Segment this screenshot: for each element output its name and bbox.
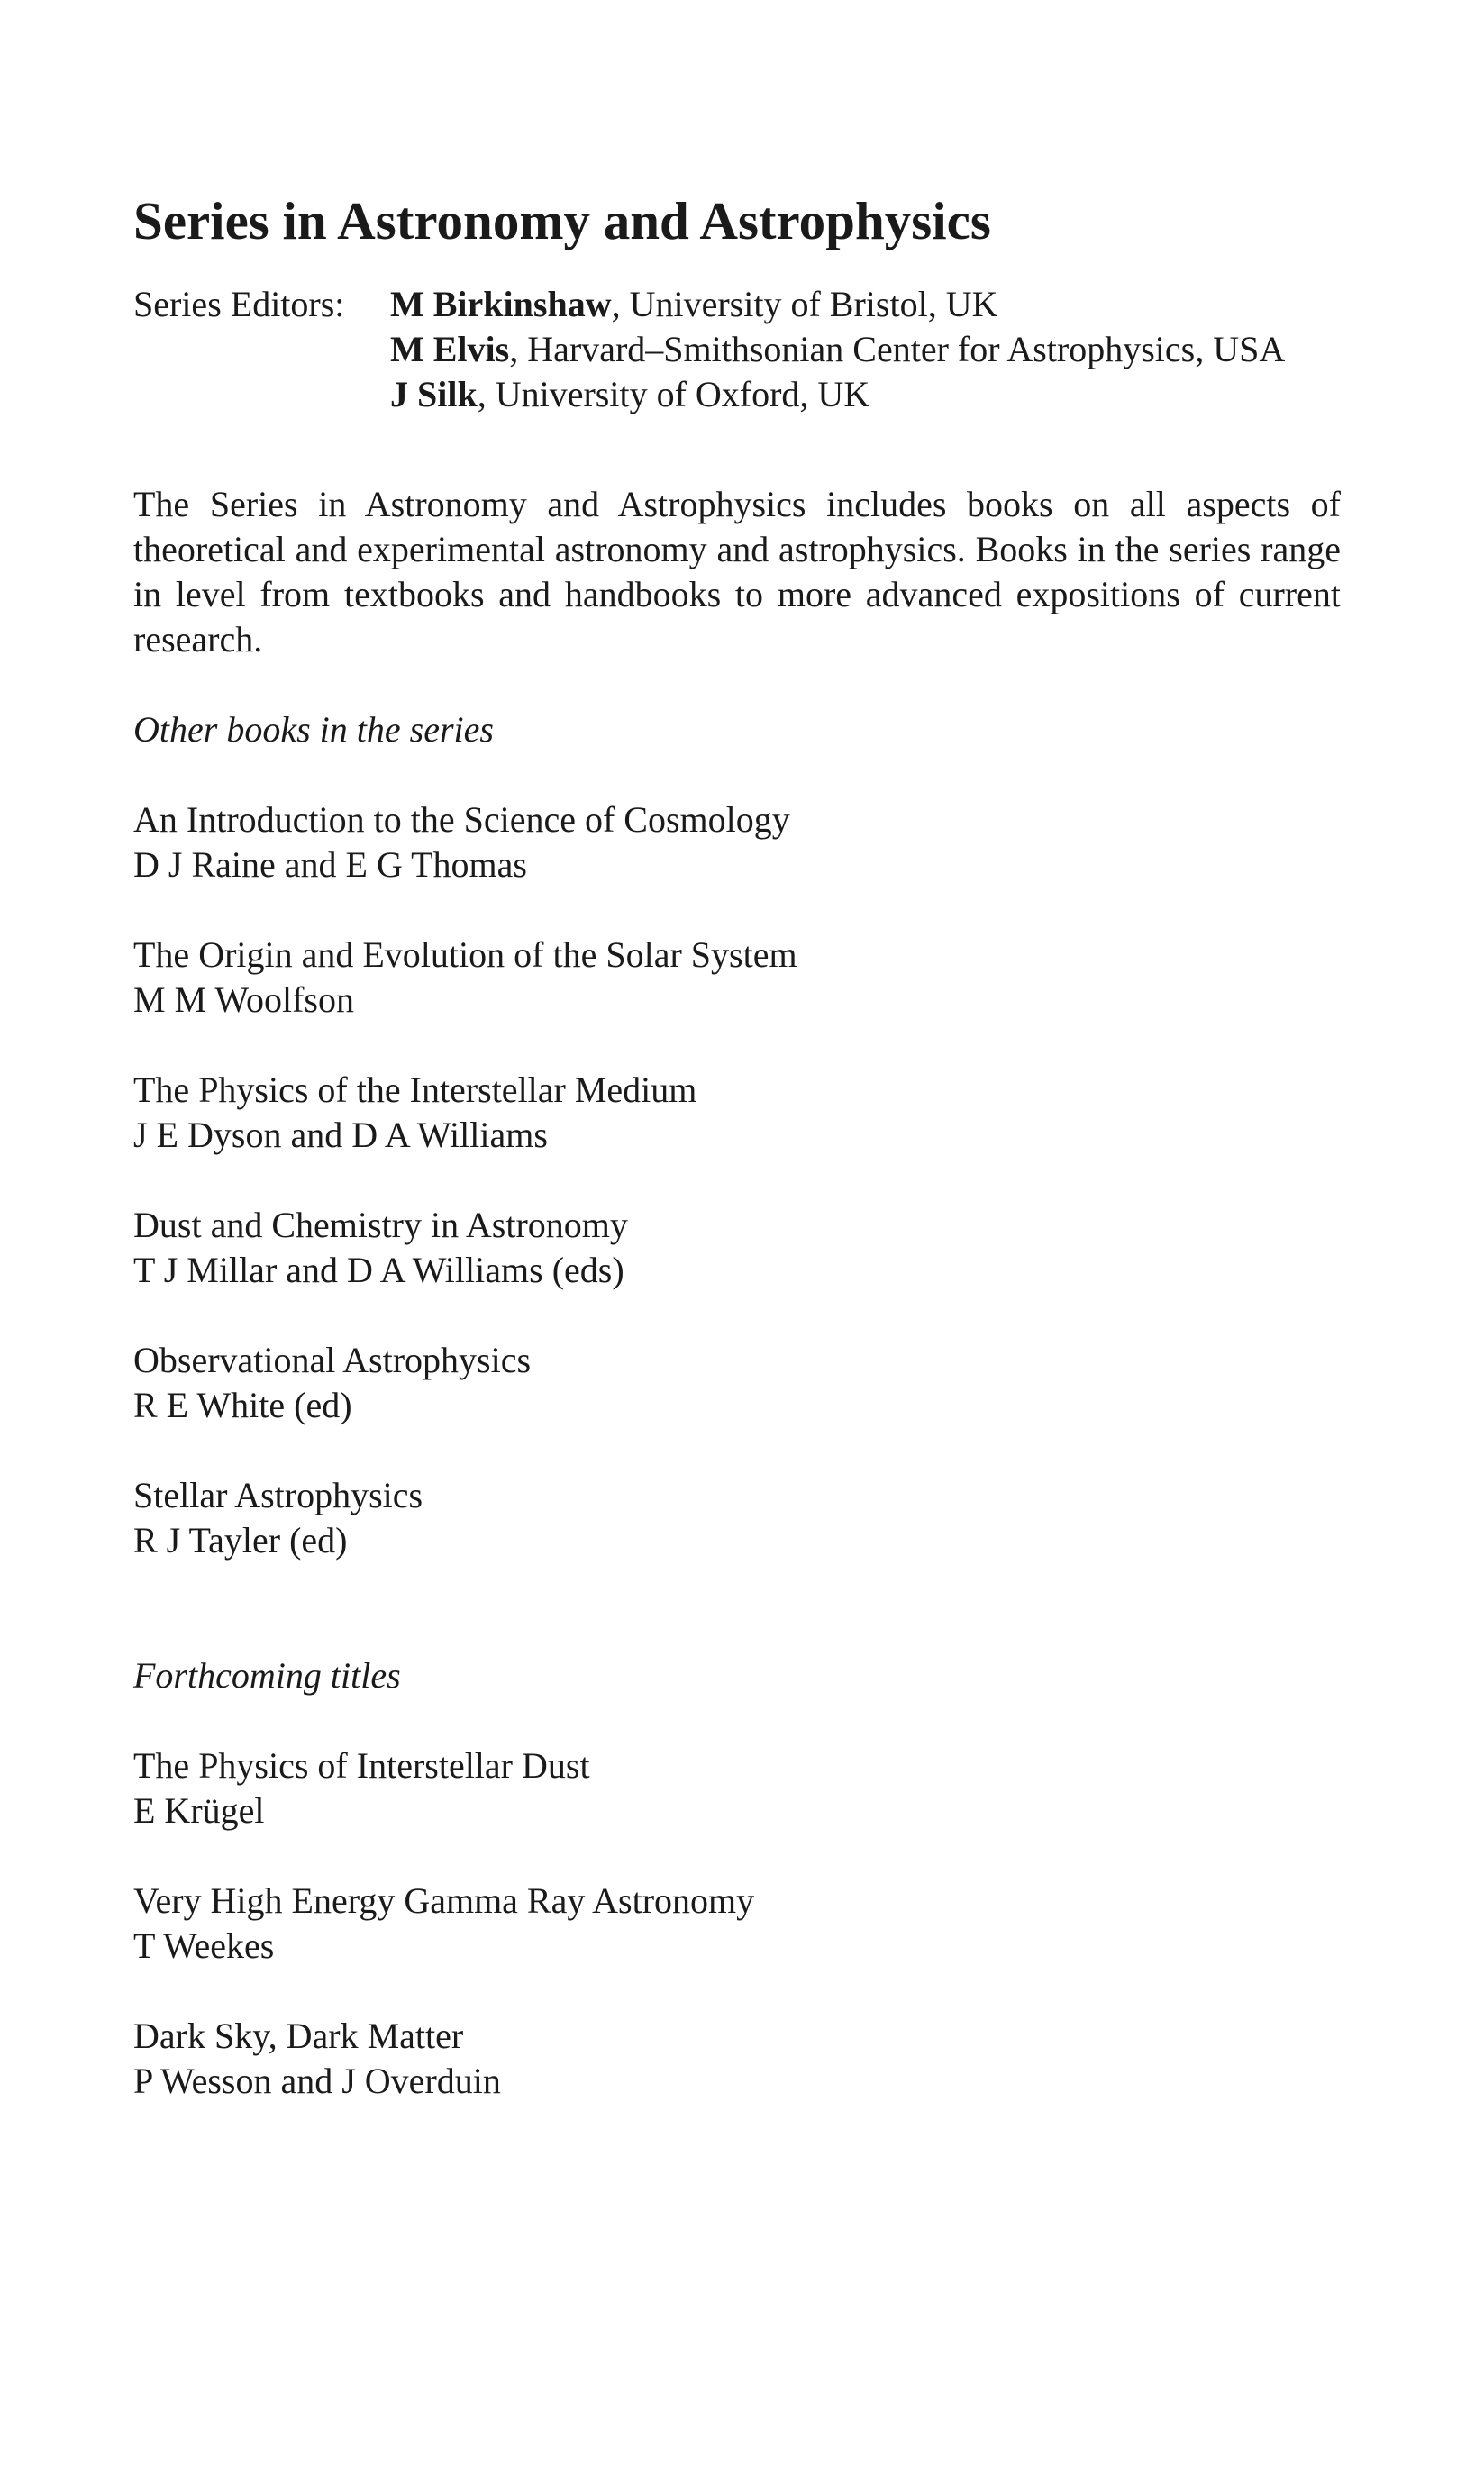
book-authors: T J Millar and D A Williams (eds)	[133, 1250, 624, 1290]
editor-entry	[390, 282, 1285, 327]
book-title: Observational Astrophysics	[133, 1340, 532, 1380]
book-authors: T Weekes	[133, 1925, 275, 1966]
other-books-list	[133, 797, 1341, 1563]
series-title: Series in Astronomy and Astrophysics	[133, 191, 991, 250]
book-title: Very High Energy Gamma Ray Astronomy	[133, 1880, 755, 1921]
book-title: Dark Sky, Dark Matter	[133, 2016, 464, 2056]
editor-affiliation: , University of Oxford, UK	[477, 374, 870, 414]
forthcoming-heading: Forthcoming titles	[133, 1655, 401, 1696]
editor-name: J Silk	[390, 374, 478, 414]
other-books-heading: Other books in the series	[133, 709, 494, 750]
forthcoming-list	[133, 1743, 1341, 2104]
book-entry	[133, 1879, 1341, 1969]
book-title: Dust and Chemistry in Astronomy	[133, 1205, 628, 1245]
editors-label: Series Editors:	[133, 284, 345, 324]
book-entry	[133, 2014, 1341, 2104]
book-title: An Introduction to the Science of Cosmology	[133, 799, 790, 840]
series-editors	[133, 282, 1341, 417]
book-authors: D J Raine and E G Thomas	[133, 844, 527, 885]
editor-name: M Elvis	[390, 329, 510, 369]
book-authors: R E White (ed)	[133, 1385, 352, 1425]
book-title: The Origin and Evolution of the Solar System	[133, 934, 797, 975]
book-authors: M M Woolfson	[133, 979, 354, 1020]
book-entry	[133, 1338, 1341, 1428]
book-title: Stellar Astrophysics	[133, 1475, 423, 1515]
book-entry	[133, 797, 1341, 887]
book-entry	[133, 1743, 1341, 1834]
editors-list	[390, 282, 1285, 417]
book-authors: P Wesson and J Overduin	[133, 2061, 501, 2101]
book-authors: E Krügel	[133, 1790, 265, 1831]
editor-affiliation: , Harvard–Smithsonian Center for Astrophysics, USA	[509, 329, 1286, 369]
book-entry	[133, 933, 1341, 1023]
book-entry	[133, 1473, 1341, 1563]
book-title: The Physics of the Interstellar Medium	[133, 1069, 697, 1110]
editor-entry	[390, 327, 1285, 372]
editor-affiliation: , University of Bristol, UK	[611, 284, 998, 324]
page-content	[133, 189, 1341, 2104]
series-description: The Series in Astronomy and Astrophysics includes books on all aspects of theoretical and experimental astronomy and astrophysics. Books in the series range in level from textbooks and handbooks to more advanced expositions of current research.	[133, 484, 1341, 660]
book-title: The Physics of Interstellar Dust	[133, 1745, 590, 1786]
book-authors: R J Tayler (ed)	[133, 1520, 348, 1561]
book-entry	[133, 1068, 1341, 1158]
book-entry	[133, 1203, 1341, 1293]
book-authors: J E Dyson and D A Williams	[133, 1115, 548, 1155]
editor-entry	[390, 372, 1285, 417]
editor-name: M Birkinshaw	[390, 284, 612, 324]
